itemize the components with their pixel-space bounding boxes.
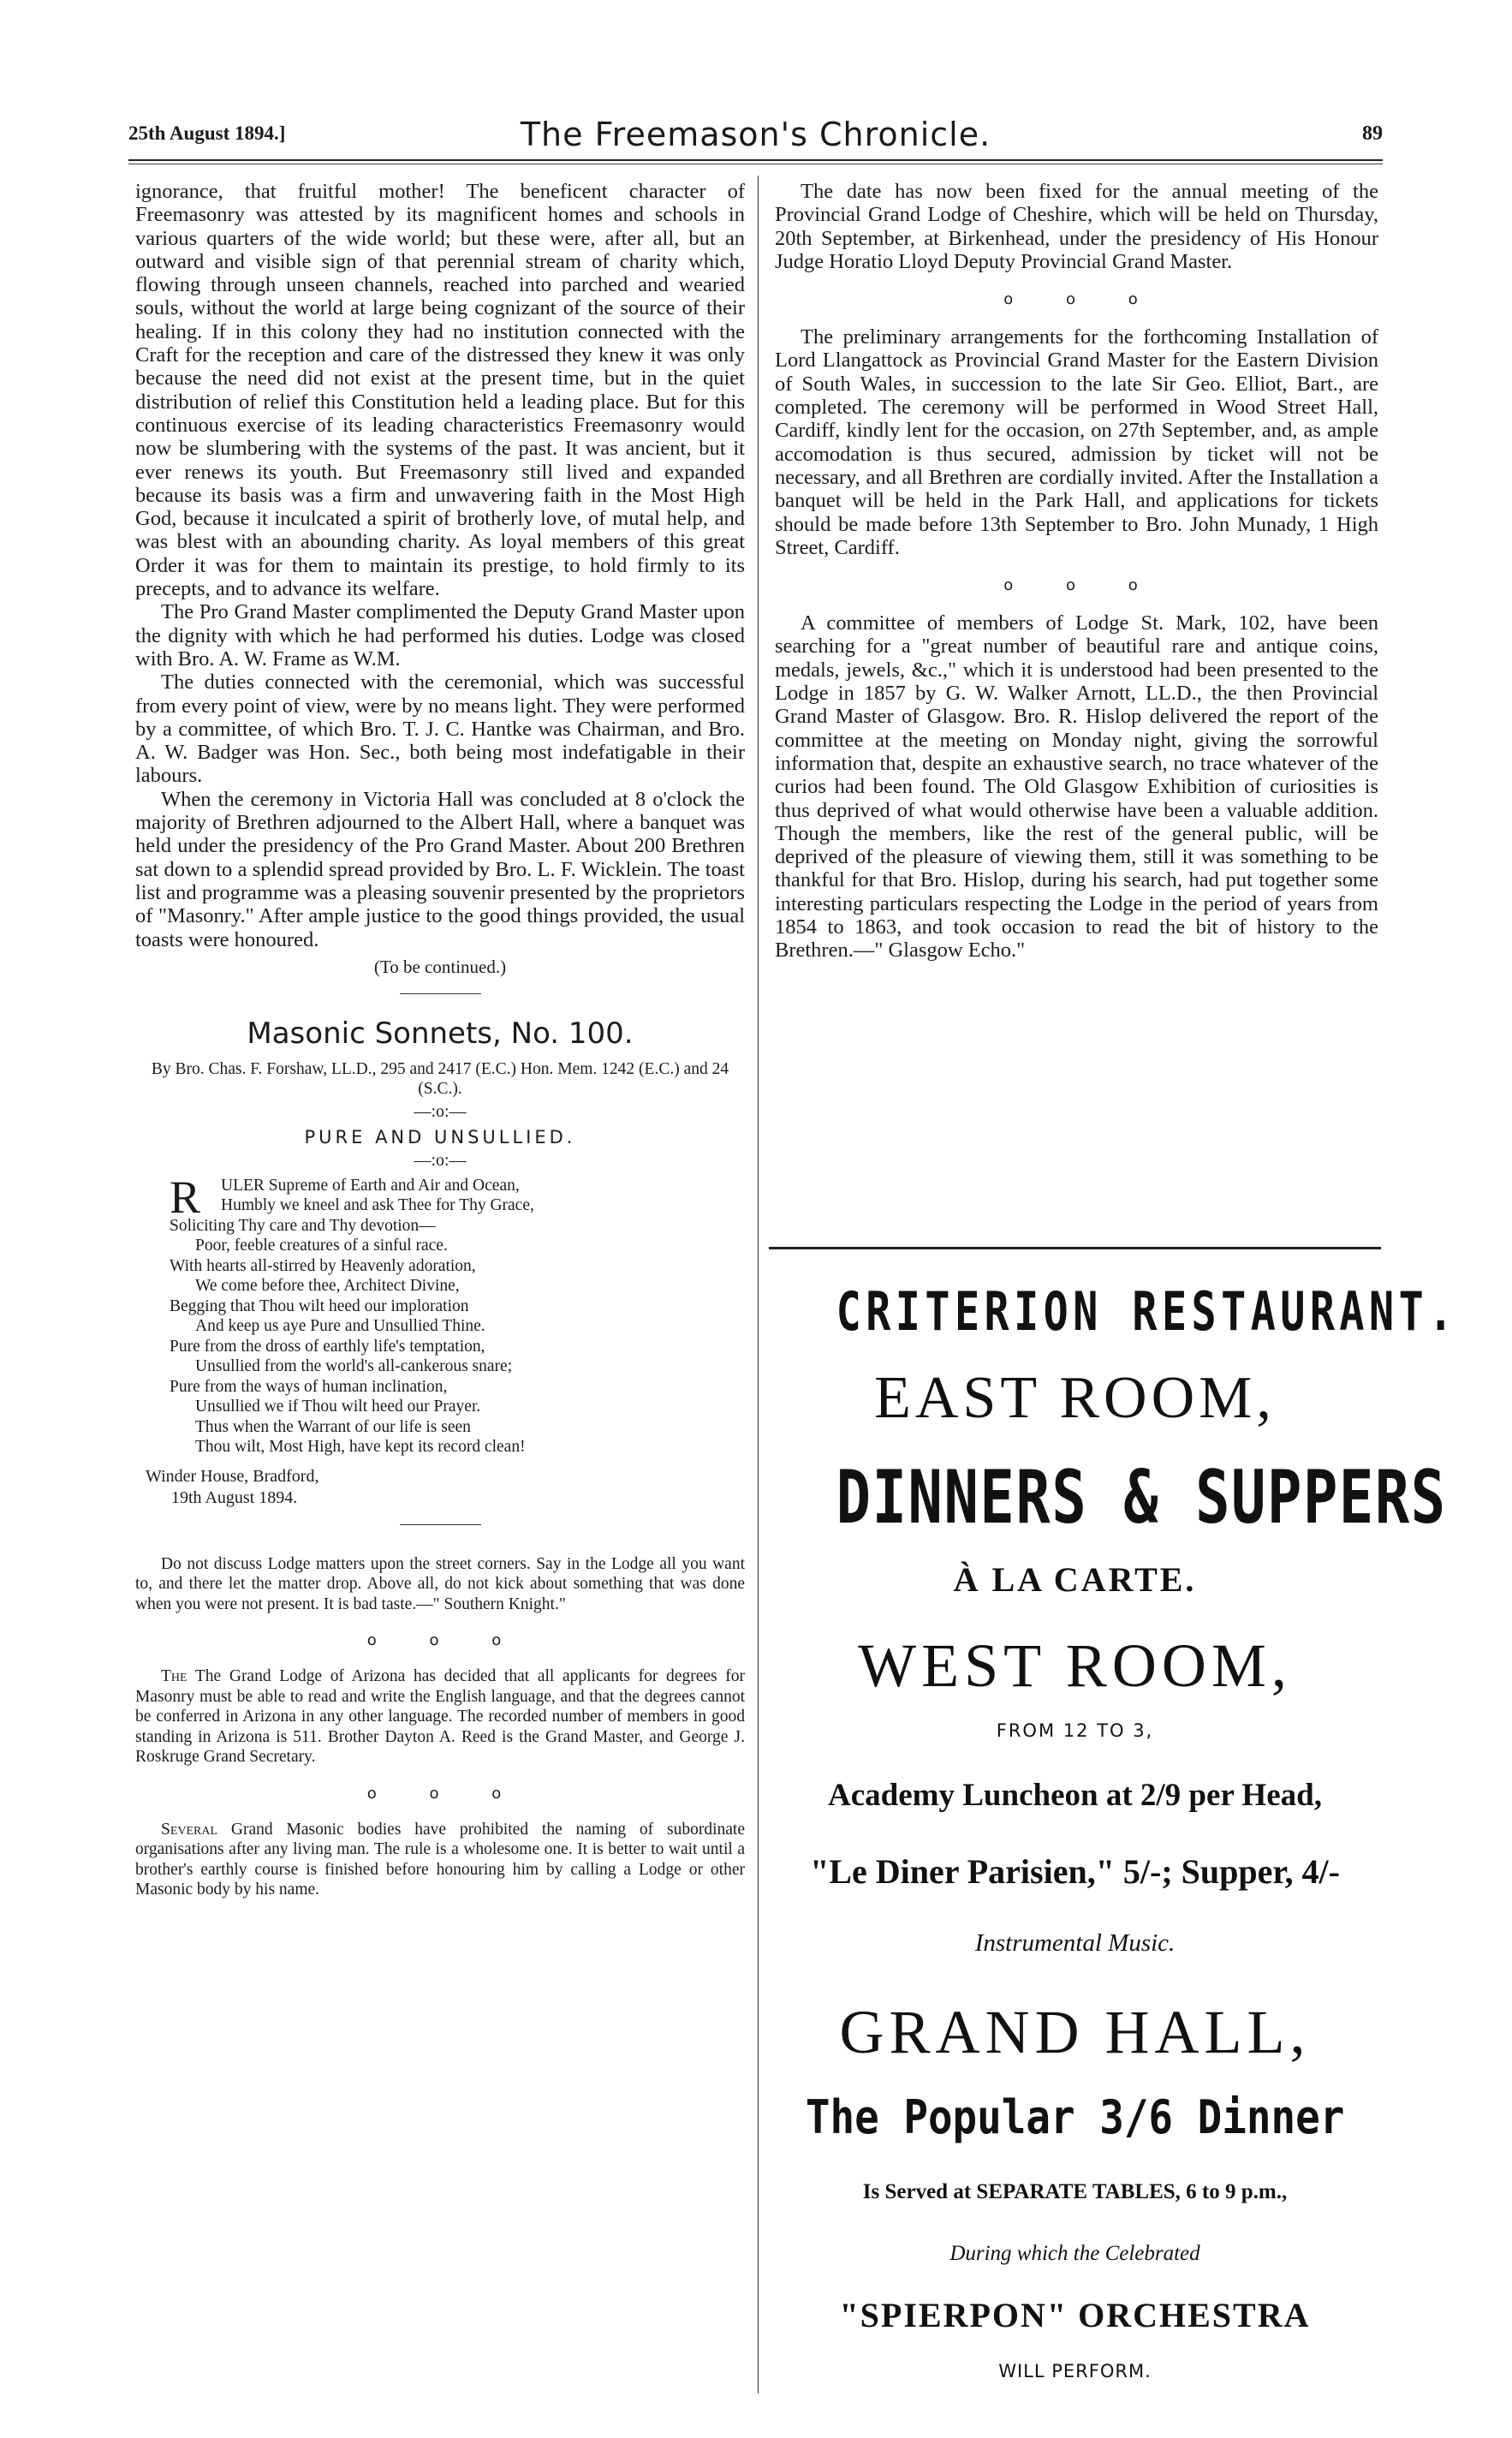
article-paragraph: The Pro Grand Master complimented the Deputy Grand Master upon the dignity with which he had performed his duties. Lodge was closed with Bro. A. W. Frame as W.M. [135, 600, 745, 671]
note-text: The Grand Lodge of Arizona has decided that all applicants for degrees for Masonry must be able to read and write the English language, and that the degrees cannot be conferred in Arizona in any other language. The recorded number of members in good standing in Arizona is 511. Brother Dayton A. Reed is the Grand Master, and George J. Roskruge Grand Secretary. [135, 1667, 745, 1767]
continued-note: (To be continued.) [373, 956, 507, 977]
poem-line: And keep us aye Pure and Unsullied Thine. [195, 1317, 485, 1336]
separator-dots: o o o [1003, 290, 1162, 309]
restaurant-advertisement [769, 1276, 1458, 2381]
publication-title: The Freemason's Chronicle. [520, 116, 991, 153]
ad-hours: FROM 12 TO 3, [996, 1720, 1154, 1741]
header-rule [128, 159, 1383, 161]
poem-line: Pure from the dross of earthly life's temptation, [170, 1337, 485, 1356]
right-column [775, 180, 1378, 963]
article-paragraph: When the ceremony in Victoria Hall was concluded at 8 o'clock the majority of Brethren adjourned to the Albert Hall, where a banquet was held under the presidency of the Pro Grand Master. About 200 Brethren sat down to a splendid spread provided by Bro. L. F. Wicklein. The toast list and programme was a pleasing souvenir presented by the proprietors of "Masonry." After ample justice to the good things provided, the usual toasts were honoured. [135, 787, 745, 951]
ad-orchestra: "SPIERPON" ORCHESTRA [839, 2296, 1311, 2334]
ad-separate-tables: Is Served at SEPARATE TABLES, 6 to 9 p.m., [862, 2180, 1288, 2203]
sonnet-place: Winder House, Bradford, [146, 1466, 319, 1486]
drop-cap: R [170, 1171, 201, 1223]
sonnet-subtitle: PURE AND UNSULLIED. [304, 1126, 576, 1147]
note-paragraph [135, 1820, 745, 1900]
sonnet-section [135, 1016, 745, 1509]
issue-date: 25th August 1894.] [128, 122, 286, 144]
poem-line: Soliciting Thy care and Thy devotion— [170, 1216, 436, 1235]
sonnet-signature [135, 1466, 745, 1509]
poem-line: Unsullied from the world's all-cankerous snare; [195, 1357, 513, 1376]
sonnet-byline: By Bro. Chas. F. Forshaw, LL.D., 295 and 2417 (E.C.) Hon. Mem. 1242 (E.C.) and 24 (S.C.). [151, 1059, 729, 1098]
ad-popular-dinner: The Popular 3/6 Dinner [805, 2090, 1345, 2144]
separator-dots: o o o [1003, 576, 1162, 595]
ad-west-room: WEST ROOM, [858, 1631, 1292, 1700]
poem-line: Begging that Thou wilt heed our imploration [170, 1296, 469, 1315]
ad-east-room: EAST ROOM, [874, 1365, 1276, 1431]
page-header [128, 116, 1383, 153]
sonnet-poem [135, 1171, 745, 1457]
poem-line-text: ULER Supreme of Earth and Air and Ocean, [221, 1176, 520, 1195]
poem-line: Pure from the ways of human inclination, [170, 1377, 448, 1396]
poem-line: Humbly we kneel and ask Thee for Thy Grace, [221, 1196, 534, 1215]
note-lead: Several [161, 1820, 218, 1839]
ad-will-perform: WILL PERFORM. [998, 2361, 1152, 2381]
separator: —:o:— [414, 1150, 467, 1170]
advertisement-rule [769, 1247, 1381, 1249]
section-rule [400, 993, 481, 994]
section-rule [400, 1524, 481, 1525]
note-text: Grand Masonic bodies have prohibited the naming of subordinate organisations after any living man. The rule is a wholesome one. It is better to wait until a brother's earthly course is finished before honouring him by calling a Lodge or other Masonic body by his name. [135, 1820, 746, 1899]
poem-line: Poor, feeble creatures of a sinful race. [195, 1237, 448, 1255]
ad-instrumental-music: Instrumental Music. [974, 1929, 1176, 1957]
article-paragraph: The date has now been fixed for the annual meeting of the Provincial Grand Lodge of Cheshire, which will be held on Thursday, 20th September, at Birkenhead, under the presidency of His Honour Judge Horatio Lloyd Deputy Provincial Grand Master. [775, 180, 1378, 273]
separator-dots: o o o [366, 1631, 526, 1650]
ad-restaurant-name: CRITERION RESTAURANT. [836, 1280, 1458, 1343]
separator-dots: o o o [366, 1784, 526, 1803]
poem-line: Unsullied we if Thou wilt heed our Prayer. [195, 1398, 481, 1416]
article-paragraph: ignorance, that fruitful mother! The beneficent character of Freemasonry was attested by its magnificent homes and schools in various quarters of the wide world; but these were, after all, but an outward and visible sign of that perennial stream of charity which, flowing through unseen channels, reached into parched and wearied souls, without the world at large being cognizant of the source of their healing. If in this colony they had no institution connected with the Craft for the reception and care of the distressed they knew it was only because the need did not exist at the present time, but in the quiet distribution of relief this Constitution held a leading place. But for this continuous exercise of its leading characteristics Freemasonry would now be slumbering with the systems of the past. It was ancient, but it ever renews its youth. But Freemasonry still lived and expanded because its basis was a firm and unwavering faith in the Most High God, because it inculcated a spirit of brotherly love, of mutal help, and was blest with an abounding charity. As loyal members of this great Order it was for them to maintain its prestige, to hold firmly to its precepts, and to advance its welfare. [135, 180, 745, 601]
ad-grand-hall: GRAND HALL, [839, 1998, 1311, 2066]
article-paragraph: The preliminary arrangements for the forthcoming Installation of Lord Llangattock as Provincial Grand Master for the Eastern Division of South Wales, in succession to the late Sir Geo. Elliot, Bart., are completed. The ceremony will be performed in Wood Street Hall, Cardiff, kindly lent for the occasion, on 27th September, and, as ample accomodation is thus secured, admission by ticket will not be necessary, and all Brethren are cordially invited. After the Installation a banquet will be held in the Park Hall, and applications for tickets should be made before 13th September to Bro. John Munady, 1 High Street, Cardiff. [775, 325, 1378, 559]
column-divider [758, 176, 759, 2393]
ad-academy-luncheon: Academy Luncheon at 2/9 per Head, [828, 1778, 1322, 1813]
ad-during-which: During which the Celebrated [949, 2242, 1200, 2265]
poem-line: Thus when the Warrant of our life is seen [195, 1417, 471, 1436]
ad-diner-parisien: "Le Diner Parisien," 5/-; Supper, 4/- [810, 1852, 1340, 1891]
ad-dinners-suppers: DINNERS & SUPPERS [836, 1455, 1447, 1541]
page-number: 89 [1362, 122, 1383, 145]
poem-line: With hearts all-stirred by Heavenly adoration, [170, 1256, 476, 1275]
ad-a-la-carte: À LA CARTE. [953, 1560, 1197, 1599]
left-column [135, 180, 745, 1900]
note-paragraph [135, 1666, 745, 1767]
notes-section [135, 1554, 745, 1900]
article-paragraph: The duties connected with the ceremonial, which was successful from every point of view, were by no means light. They were performed by a committee, of which Bro. T. J. C. Hantke was Chairman, and Bro. A. W. Badger was Hon. Sec., both being most indefatigable in their labours. [135, 671, 745, 788]
poem-line: We come before thee, Architect Divine, [195, 1277, 460, 1296]
poem-line: Thou wilt, Most High, have kept its record clean! [195, 1438, 526, 1457]
sonnet-title: Masonic Sonnets, No. 100. [247, 1016, 634, 1051]
note-paragraph: Do not discuss Lodge matters upon the street corners. Say in the Lodge all you want to, and there let the matter drop. Above all, do not kick about something that was done when you were not present. It is bad taste.—" Southern Knight." [135, 1554, 745, 1613]
sonnet-date: 19th August 1894. [171, 1487, 298, 1507]
note-lead: The [161, 1667, 188, 1686]
separator: —:o:— [414, 1101, 467, 1121]
article-paragraph: A committee of members of Lodge St. Mark, 102, have been searching for a "great number of beautiful rare and antique coins, medals, jewels, &c.," which it is understood had been presented to the Lodge in 1857 by G. W. Walker Arnott, LL.D., the then Provincial Grand Master of Glasgow. Bro. R. Hislop delivered the report of the committee at the meeting on Monday night, giving the sorrowful information that, despite an exhaustive search, no trace whatever of the curios had been found. The Old Glasgow Exhibition of curiosities is thus deprived of what would otherwise have been a valuable addition. Though the members, like the rest of the general public, will be deprived of the pleasure of viewing them, still it was something to be thankful for that Bro. Hislop, during his search, had put together some interesting particulars respecting the Lodge in the period of years from 1854 to 1863, and took occasion to read the bit of history to the Brethren.—" Glasgow Echo." [775, 611, 1378, 963]
